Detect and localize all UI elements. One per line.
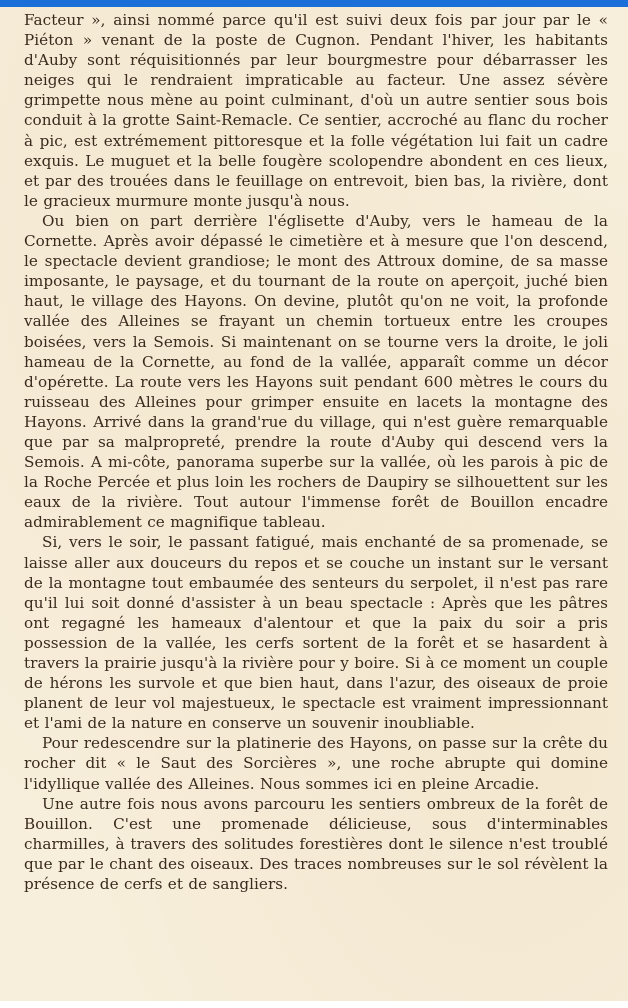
paragraph-2: Ou bien on part derrière l'églisette d'Auby, vers le hameau de la Cornette. Après avoir dépassé le cimetière et à mesure que l'on descend, le spectacle devient grandiose; le mont des Attroux domine, de sa masse imposante, le paysage, et du tournant de la route on aperçoit, juché bien haut, le village des Hayons. On devine, plutôt qu'on ne voit, la profonde vallée des Alleines se frayant un chemin tortueux entre les croupes boisées, vers la Semois. Si maintenant on se tourne vers la droite, le joli hameau de la Cornette, au fond de la vallée, apparaît comme un décor d'opérette. La route vers les Hayons suit pendant 600 mètres le cours du ruisseau des Alleines pour grimper ensuite en lacets la montagne des Hayons. Arrivé dans la grand'rue du village, qui n'est guère remarquable que par sa malpropreté, prendre la route d'Auby qui descend vers la Semois. A mi-côte, panorama superbe sur la vallée, où les parois à pic de la Roche Percée et plus loin les rochers de Daupiry se silhouettent sur les eaux de la rivière. Tout autour l'immense forêt de Bouillon encadre admirablement ce magnifique tableau. <box>24 211 608 532</box>
paragraph-5: Une autre fois nous avons parcouru les sentiers ombreux de la forêt de Bouillon. C'est une promenade délicieuse, sous d'interminables charmilles, à travers des solitudes forestières dont le silence n'est troublé que par le chant des oiseaux. Des traces nombreuses sur le sol révèlent la présence de cerfs et de sangliers. <box>24 794 608 894</box>
scanned-page <box>0 7 628 1001</box>
article-text <box>24 10 608 894</box>
paragraph-4: Pour redescendre sur la platinerie des Hayons, on passe sur la crête du rocher dit « le Saut des Sorcières », une roche abrupte qui domine l'idyllique vallée des Alleines. Nous sommes ici en pleine Arcadie. <box>24 734 608 793</box>
paragraph-1: Facteur », ainsi nommé parce qu'il est suivi deux fois par jour par le « Piéton » venant de la poste de Cugnon. Pendant l'hiver, les habitants d'Auby sont réquisitionnés par leur bourgmestre pour débarrasser les neiges qui le rendraient impraticable au facteur. Une assez sévère grimpette nous mène au point culminant, d'où un autre sentier sous bois conduit à la grotte Saint-Remacle. Ce sentier, accroché au flanc du rocher à pic, est extrémement pittoresque et la folle végétation lui fait un cadre exquis. Le muguet et la belle fougère scolopendre abondent en ces lieux, et par des trouées dans le feuillage on entrevoit, bien bas, la rivière, dont le gracieux murmure monte jusqu'à nous. <box>24 11 608 210</box>
window-top-bar <box>0 0 628 7</box>
paragraph-3: Si, vers le soir, le passant fatigué, mais enchanté de sa promenade, se laisse aller aux douceurs du repos et se couche un instant sur le versant de la montagne tout embaumée des senteurs du serpolet, il n'est pas rare qu'il lui soit donné d'assister à un beau spectacle : Après que les pâtres ont regagné les hameaux d'alentour et que la paix du soir a pris possession de la vallée, les cerfs sortent de la forêt et se hasardent à travers la prairie jusqu'à la rivière pour y boire. Si à ce moment un couple de hérons les survole et que bien haut, dans l'azur, des oiseaux de proie planent de leur vol majestueux, le spectacle est vraiment impressionnant et l'ami de la nature en conserve un souvenir inoubliable. <box>24 533 608 733</box>
